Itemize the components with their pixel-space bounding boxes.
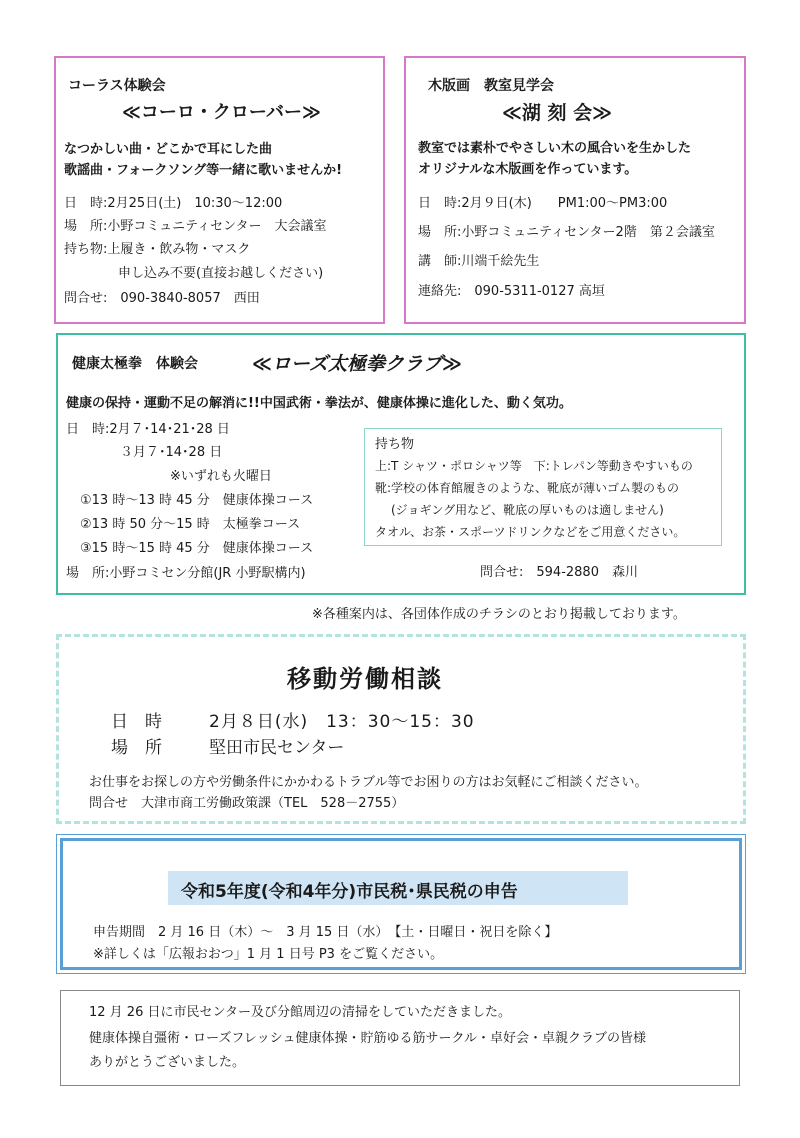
chorus-heading: コーラス体験会	[68, 78, 166, 94]
labor-consultation-box	[56, 634, 746, 824]
thanks-line-3: ありがとうございました。	[89, 1055, 246, 1070]
thanks-line-1: 12 月 26 日に市民センター及び分館周辺の清掃をしていただきました。	[89, 1005, 511, 1020]
taichi-course-1: ①13 時～13 時 45 分 健康体操コース	[80, 493, 314, 508]
thanks-box	[60, 990, 740, 1086]
woodblock-teacher: 講 師:川端千絵先生	[418, 254, 540, 269]
labor-date-label: 日 時	[111, 712, 162, 732]
woodblock-event-box	[404, 56, 746, 324]
taichi-items-box	[364, 428, 722, 546]
chorus-date: 日 時:2月25日(土) 10:30～12:00	[64, 196, 283, 211]
taichi-course-3: ③15 時～15 時 45 分 健康体操コース	[80, 541, 314, 556]
tax-note: ※詳しくは「広報おおつ」1 月 1 日号 P3 をご覧ください。	[93, 947, 444, 962]
taichi-day: ※いずれも火曜日	[170, 469, 272, 484]
taichi-date-feb: 日 時:2月７･14･21･28 日	[66, 422, 230, 437]
taichi-place: 場 所:小野コミセン分館(JR 小野駅構内)	[66, 566, 306, 581]
labor-contact: 問合せ 大津市商工労働政策課（TEL 528－2755）	[89, 796, 405, 811]
taichi-name: ≪ローズ太極拳クラブ≫	[252, 353, 462, 375]
labor-desc: お仕事をお探しの方や労働条件にかかわるトラブル等でお困りの方はお気軽にご相談ください。	[89, 775, 648, 790]
chorus-place: 場 所:小野コミュニティセンター 大会議室	[64, 219, 327, 234]
chorus-desc-1: なつかしい曲・どこかで耳にした曲	[64, 142, 273, 157]
taichi-course-2: ②13 時 50 分～15 時 太極拳コース	[80, 517, 301, 532]
woodblock-place: 場 所:小野コミュニティセンター2階 第２会議室	[418, 225, 715, 240]
labor-place-value: 堅田市民センター	[209, 738, 345, 758]
taichi-items-1: 上:T シャツ・ポロシャツ等 下:トレパン等動きやすいもの	[375, 459, 693, 473]
tax-period: 申告期間 2 月 16 日（木）～ 3 月 15 日（水） 【土・日曜日・祝日を除く】	[93, 925, 558, 940]
woodblock-desc-1: 教室では素朴でやさしい木の風合いを生かした	[418, 141, 692, 156]
chorus-event-box	[54, 56, 385, 324]
disclaimer: ※各種案内は、各団体作成のチラシのとおり掲載しております。	[312, 607, 686, 622]
woodblock-desc-2: オリジナルな木版画を作っています。	[418, 162, 638, 177]
labor-date-value: 2月８日(水) 13：30～15：30	[209, 712, 475, 732]
taichi-items-3: (ジョギング用など、靴底の厚いものは適しません)	[391, 503, 664, 517]
labor-place-label: 場 所	[111, 738, 162, 758]
taichi-items-2: 靴:学校の体育館履きのような、靴底が薄いゴム製のもの	[375, 481, 680, 495]
taichi-desc: 健康の保持・運動不足の解消に!!中国武術・拳法が、健康体操に進化した、動く気功。	[66, 396, 572, 411]
woodblock-date: 日 時:2月９日(木) PM1:00～PM3:00	[418, 196, 668, 211]
taichi-items-4: タオル、お茶・スポーツドリンクなどをご用意ください。	[375, 525, 686, 539]
labor-title: 移動労働相談	[287, 665, 443, 693]
tax-notice-box	[60, 838, 742, 970]
woodblock-heading: 木版画 教室見学会	[428, 78, 554, 94]
taichi-contact: 問合せ: 594-2880 森川	[480, 565, 638, 580]
woodblock-name: ≪湖 刻 会≫	[502, 102, 613, 124]
chorus-name: ≪コーロ・クローバー≫	[122, 102, 321, 123]
chorus-contact: 問合せ: 090-3840-8057 西田	[64, 291, 260, 306]
chorus-bring: 持ち物:上履き・飲み物・マスク	[64, 242, 251, 257]
thanks-line-2: 健康体操自彊術・ローズフレッシュ健康体操・貯筋ゆる筋サークル・卓好会・卓親クラブの皆様	[89, 1031, 647, 1046]
tax-title: 令和5年度(令和4年分)市民税･県民税の申告	[181, 882, 518, 902]
taichi-items-title: 持ち物	[375, 437, 415, 452]
woodblock-contact: 連絡先: 090-5311-0127 高垣	[418, 284, 605, 299]
chorus-note: 申し込み不要(直接お越しください)	[118, 266, 324, 281]
chorus-desc-2: 歌謡曲・フォークソング等一緒に歌いませんか!	[64, 163, 343, 178]
taichi-heading: 健康太極拳 体験会	[72, 356, 198, 372]
taichi-date-mar: ３月７･14･28 日	[120, 445, 223, 460]
